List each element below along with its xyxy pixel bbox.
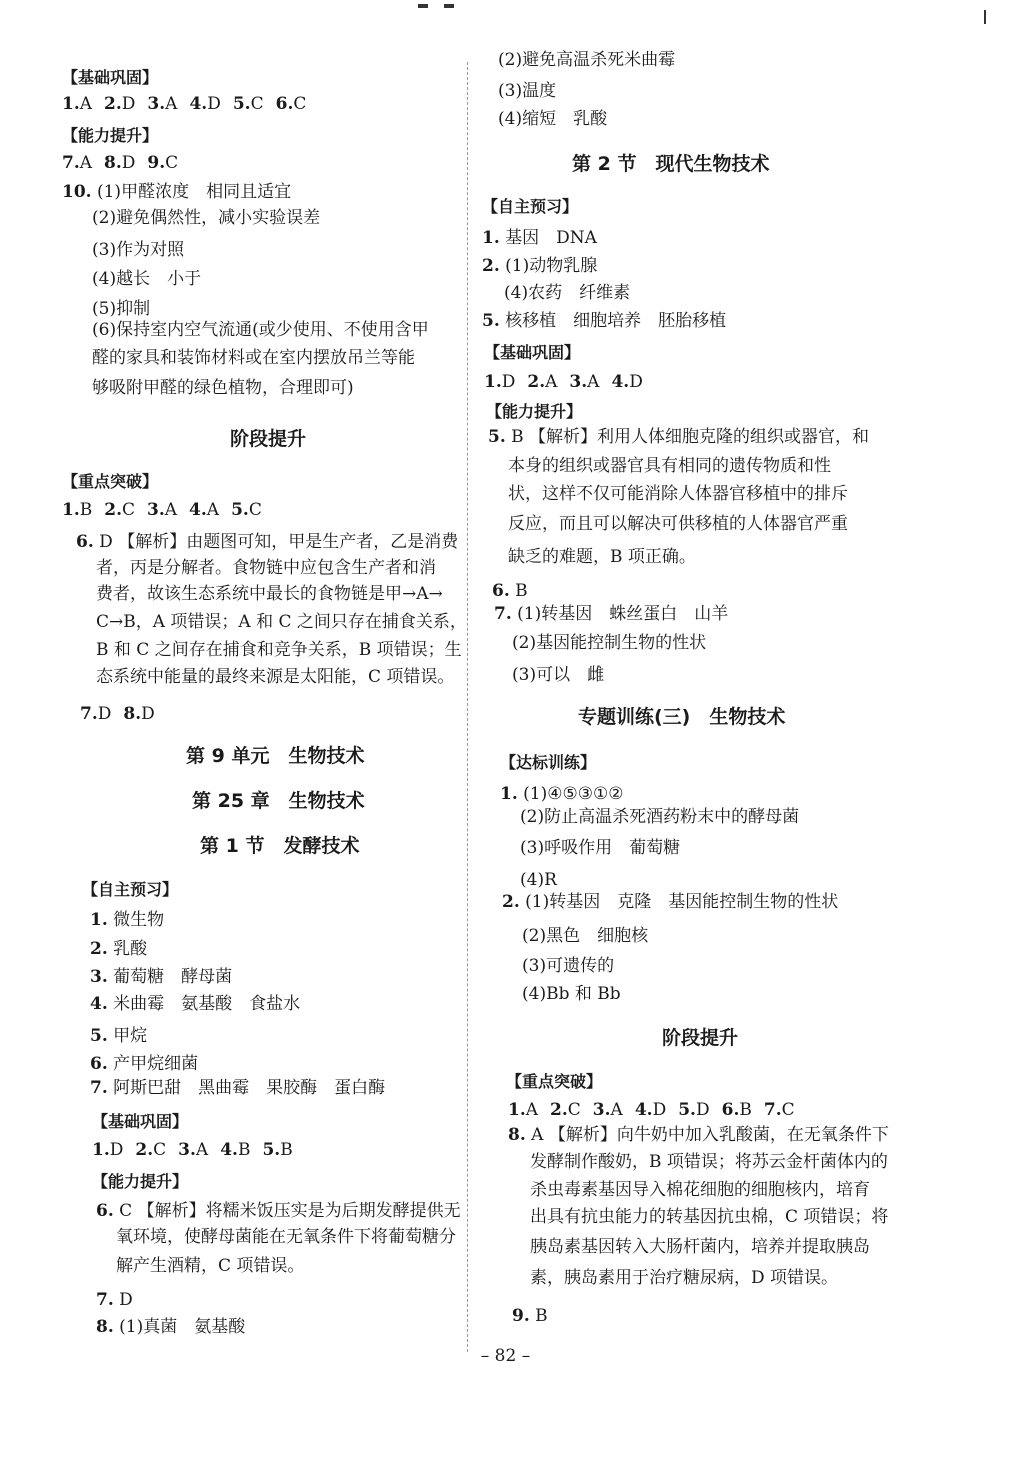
answer-text: (5)抑制: [92, 299, 151, 319]
section-label: 【达标训练】: [500, 753, 597, 772]
answer-value: D: [695, 1100, 710, 1120]
answer-value: D: [121, 94, 136, 114]
answer-text: 够吸附甲醛的绿色植物，合理即可): [92, 378, 354, 398]
answer-text: C→B，A 项错误；A 和 C 之间只存在捕食关系，: [96, 612, 467, 632]
answer-text: (3)可遗传的: [522, 956, 615, 976]
answer-row: [92, 1139, 305, 1161]
answer-value: A: [587, 372, 600, 392]
question-number: 2.: [104, 500, 122, 520]
answer-value: D: [207, 94, 221, 114]
question-number: 8.: [96, 1317, 114, 1337]
question-number: 7.: [763, 1100, 782, 1120]
answer-line: [116, 1255, 304, 1277]
answer-line: [92, 207, 320, 229]
answer-value: D: [109, 1140, 124, 1160]
section-heading: 阶段提升: [230, 428, 307, 450]
section-label: 【能力提升】: [486, 402, 583, 421]
answer-text: (6)保持室内空气流通(或少使用、不使用含甲: [92, 320, 429, 340]
question-number: 6.: [90, 1054, 108, 1074]
answer-line: [530, 1236, 870, 1258]
answer-text: (4)Bb 和 Bb: [522, 984, 621, 1004]
question-number: 2.: [90, 939, 108, 959]
answer-line: [500, 783, 623, 805]
answer-line: [520, 837, 680, 859]
question-number: 7.: [90, 1078, 108, 1098]
answer-text: (2)防止高温杀死酒药粉末中的酵母菌: [520, 807, 800, 827]
section-heading: 第 2 节 现代生物技术: [572, 153, 770, 175]
answer-text: 乳酸: [113, 939, 148, 959]
answer-text: C 【解析】将糯米饭压实是为后期发酵提供无: [119, 1201, 461, 1221]
answer-text: B: [535, 1306, 548, 1326]
answer-value: B: [739, 1100, 752, 1120]
question-number: 1.: [62, 94, 80, 114]
answer-line: [492, 580, 528, 602]
answer-line: [530, 1151, 888, 1173]
answer-line: [96, 611, 467, 633]
question-number: 4.: [220, 1140, 238, 1160]
question-number: 2.: [527, 372, 546, 392]
section-heading: 阶段提升: [662, 1027, 739, 1049]
answer-value: C: [248, 500, 262, 520]
answer-text: 缺乏的难题，B 项正确。: [508, 547, 696, 567]
question-number: 2.: [135, 1140, 154, 1160]
answer-line: [96, 639, 462, 661]
answer-value: A: [195, 1140, 209, 1160]
answer-value: D: [629, 372, 643, 392]
question-number: 4.: [634, 1100, 653, 1120]
question-number: 6.: [721, 1100, 740, 1120]
answer-value: D: [121, 153, 136, 173]
answer-text: 氧环境，使酵母菌能在无氧条件下将葡萄糖分: [116, 1227, 456, 1247]
answer-line: [508, 546, 696, 568]
top-mark-right: [444, 4, 454, 8]
answer-line: [512, 632, 706, 654]
answer-line: [512, 1305, 548, 1327]
answer-value: A: [79, 94, 93, 114]
answer-line: [90, 909, 164, 931]
answer-value: C: [567, 1100, 581, 1120]
question-number: 6.: [96, 1201, 114, 1221]
answer-row: [508, 1099, 807, 1121]
answer-text: (3)呼吸作用 葡萄糖: [520, 838, 681, 858]
question-number: 7.: [80, 704, 98, 724]
answer-text: 者，丙是分解者。食物链中应包含生产者和消: [96, 558, 436, 578]
answer-line: [482, 255, 597, 277]
answer-text: 阿斯巴甜 黑曲霉 果胶酶 蛋白酶: [113, 1078, 386, 1098]
answer-text: (4)R: [520, 870, 557, 890]
question-number: 3.: [178, 1140, 196, 1160]
answer-line: [530, 1206, 888, 1228]
answer-value: D: [652, 1100, 667, 1120]
answer-value: A: [164, 500, 178, 520]
question-number: 2.: [550, 1100, 568, 1120]
answer-text: 反应，而且可以解决可供移植的人体器官严重: [508, 514, 848, 534]
answer-line: [498, 49, 675, 71]
answer-text: 发酵制作酸奶，B 项错误；将苏云金杆菌体内的: [530, 1152, 888, 1172]
section-label: 【自主预习】: [82, 880, 179, 899]
question-number: 1.: [500, 784, 518, 804]
answer-line: [530, 1267, 838, 1289]
answer-value: D: [501, 372, 516, 392]
section-heading: 第 1 节 发酵技术: [200, 835, 360, 857]
corner-mark: [984, 10, 986, 24]
answer-line: [520, 806, 799, 828]
answer-line: [96, 583, 443, 605]
section-label: 【基础巩固】: [92, 1112, 189, 1131]
question-number: 9.: [147, 153, 166, 173]
answer-line: [96, 1316, 245, 1338]
question-number: 1.: [90, 910, 108, 930]
question-number: 4.: [90, 994, 108, 1014]
answer-text: (1)动物乳腺: [505, 256, 598, 276]
column-divider: [467, 62, 468, 1352]
answer-text: D 【解析】由题图可知，甲是生产者，乙是消费: [99, 532, 459, 552]
answer-line: [520, 869, 557, 891]
question-number: 1.: [484, 372, 502, 392]
answer-text: 杀虫毒素基因导入棉花细胞的细胞核内，培育: [530, 1180, 870, 1200]
question-number: 6.: [492, 581, 510, 601]
answer-text: 产甲烷细菌: [113, 1054, 199, 1074]
answer-value: B: [237, 1140, 251, 1160]
question-number: 8.: [123, 704, 142, 724]
question-number: 7.: [494, 604, 512, 624]
question-number: 1.: [92, 1140, 110, 1160]
answer-line: [508, 483, 848, 505]
answer-line: [522, 925, 648, 947]
answer-value: A: [165, 94, 178, 114]
answer-text: 米曲霉 氨基酸 食盐水: [113, 994, 301, 1014]
answer-line: [62, 181, 291, 203]
answer-line: [488, 426, 869, 448]
answer-value: B: [79, 500, 93, 520]
question-number: 7.: [96, 1290, 114, 1310]
question-number: 9.: [512, 1306, 530, 1326]
answer-row: [80, 703, 167, 725]
answer-text: 甲烷: [113, 1026, 148, 1046]
answer-text: 本身的组织或器官具有相同的遗传物质和性: [508, 456, 831, 476]
answer-line: [494, 603, 728, 625]
question-number: 4.: [189, 500, 207, 520]
answer-text: 态系统中能量的最终来源是太阳能，C 项错误。: [96, 667, 455, 687]
section-label: 【重点突破】: [506, 1072, 603, 1091]
answer-line: [96, 557, 436, 579]
section-heading: 第 25 章 生物技术: [192, 790, 365, 812]
answer-line: [116, 1226, 456, 1248]
answer-text: A 【解析】向牛奶中加入乳酸菌，在无氧条件下: [531, 1125, 889, 1145]
answer-line: [92, 239, 184, 261]
answer-text: 状，这样不仅可能消除人体器官移植中的排斥: [508, 484, 848, 504]
answer-line: [90, 993, 300, 1015]
answer-row: [62, 93, 318, 115]
answer-text: B 【解析】利用人体细胞克隆的组织或器官，和: [511, 427, 870, 447]
answer-text: B: [515, 581, 528, 601]
answer-text: (1)转基因 克隆 基因能控制生物的性状: [525, 892, 839, 912]
question-number: 5.: [488, 427, 506, 447]
question-number: 5.: [90, 1026, 108, 1046]
section-label: 【能力提升】: [62, 126, 159, 145]
answer-value: A: [206, 500, 220, 520]
answer-line: [522, 955, 614, 977]
answer-row: [62, 152, 190, 174]
section-label: 【基础巩固】: [62, 68, 159, 87]
top-mark-left: [418, 4, 428, 8]
section-label: 【基础巩固】: [484, 343, 581, 362]
answer-line: [508, 1124, 889, 1146]
question-number: 7.: [62, 153, 80, 173]
answer-line: [508, 455, 831, 477]
answer-text: (1)真菌 氨基酸: [119, 1317, 246, 1337]
answer-text: (3)可以 雌: [512, 665, 605, 685]
section-heading: 第 9 单元 生物技术: [186, 745, 365, 767]
answer-line: [92, 268, 201, 290]
answer-value: D: [141, 704, 155, 724]
answer-text: (1)④⑤③①②: [523, 784, 624, 804]
answer-text: 胰岛素基因转入大肠杆菌内，培养并提取胰岛: [530, 1237, 870, 1257]
answer-text: (1)甲醛浓度 相同且适宜: [96, 182, 292, 202]
question-number: 5.: [262, 1140, 281, 1160]
answer-line: [90, 1077, 385, 1099]
answer-text: 解产生酒精，C 项错误。: [116, 1256, 305, 1276]
answer-line: [498, 108, 607, 130]
question-number: 1.: [482, 228, 500, 248]
answer-line: [530, 1179, 870, 1201]
answer-line: [482, 310, 726, 332]
answer-value: C: [165, 153, 179, 173]
answer-row: [62, 499, 274, 521]
question-number: 5.: [232, 94, 251, 114]
answer-value: D: [97, 704, 112, 724]
page-number: – 82 –: [480, 1346, 531, 1366]
answer-line: [96, 1289, 133, 1311]
question-number: 3.: [592, 1100, 611, 1120]
answer-line: [502, 891, 838, 913]
answer-text: (2)基因能控制生物的性状: [512, 633, 707, 653]
question-number: 5.: [231, 500, 249, 520]
answer-value: A: [525, 1100, 539, 1120]
answer-text: (2)避免偶然性，减小实验误差: [92, 208, 321, 228]
answer-line: [92, 377, 354, 399]
answer-value: B: [280, 1140, 293, 1160]
answer-text: (3)温度: [498, 81, 557, 101]
answer-value: C: [153, 1140, 167, 1160]
answer-text: B 和 C 之间存在捕食和竞争关系，B 项错误；生: [96, 640, 462, 660]
answer-value: A: [545, 372, 558, 392]
answer-line: [522, 983, 621, 1005]
answer-text: 素，胰岛素用于治疗糖尿病，D 项错误。: [530, 1268, 839, 1288]
answer-value: C: [250, 94, 264, 114]
question-number: 8.: [508, 1125, 526, 1145]
answer-line: [92, 298, 150, 320]
answer-text: 醛的家具和装饰材料或在室内摆放吊兰等能: [92, 348, 415, 368]
question-number: 2.: [482, 256, 500, 276]
section-label: 【重点突破】: [62, 472, 159, 491]
question-number: 3.: [147, 500, 165, 520]
answer-text: (2)避免高温杀死米曲霉: [498, 50, 676, 70]
question-number: 6.: [76, 532, 94, 552]
answer-line: [508, 513, 848, 535]
answer-line: [90, 1025, 147, 1047]
answer-line: [90, 1053, 198, 1075]
answer-value: C: [293, 94, 307, 114]
answer-text: (4)农药 纤维素: [504, 283, 631, 303]
question-number: 8.: [104, 153, 122, 173]
question-number: 1.: [62, 500, 80, 520]
answer-line: [504, 282, 630, 304]
answer-text: 出具有抗虫能力的转基因抗虫棉，C 项错误；将: [530, 1207, 889, 1227]
answer-text: 核移植 细胞培养 胚胎移植: [505, 311, 727, 331]
answer-line: [96, 666, 454, 688]
answer-text: D: [119, 1290, 133, 1310]
question-number: 2.: [104, 94, 122, 114]
answer-text: (2)黑色 细胞核: [522, 926, 649, 946]
section-heading: 专题训练(三) 生物技术: [578, 706, 786, 728]
answer-value: A: [610, 1100, 623, 1120]
answer-line: [498, 80, 556, 102]
answer-line: [90, 966, 232, 988]
answer-text: (1)转基因 蛛丝蛋白 山羊: [517, 604, 729, 624]
answer-text: (4)缩短 乳酸: [498, 109, 608, 129]
question-number: 4.: [189, 94, 208, 114]
question-number: 2.: [502, 892, 520, 912]
question-number: 1.: [508, 1100, 526, 1120]
answer-row: [484, 371, 655, 393]
section-label: 【自主预习】: [482, 197, 579, 216]
answer-value: C: [781, 1100, 795, 1120]
answer-value: A: [79, 153, 93, 173]
answer-line: [92, 319, 429, 341]
question-number: 5.: [482, 311, 500, 331]
answer-line: [96, 1200, 461, 1222]
answer-line: [76, 531, 458, 553]
question-number: 5.: [678, 1100, 696, 1120]
answer-text: 微生物: [113, 910, 165, 930]
answer-text: 基因 DNA: [505, 228, 597, 248]
answer-line: [92, 347, 415, 369]
section-label: 【能力提升】: [92, 1172, 189, 1191]
question-number: 6.: [275, 94, 294, 114]
answer-text: 费者，故该生态系统中最长的食物链是甲→A→: [96, 584, 443, 604]
question-number: 3.: [147, 94, 166, 114]
question-number: 3.: [90, 967, 108, 987]
answer-text: 葡萄糖 酵母菌: [113, 967, 233, 987]
answer-value: C: [122, 500, 136, 520]
question-number: 4.: [611, 372, 630, 392]
answer-line: [512, 664, 604, 686]
question-number: 10.: [62, 182, 92, 202]
answer-line: [482, 227, 597, 249]
answer-text: (4)越长 小于: [92, 269, 202, 289]
answer-text: (3)作为对照: [92, 240, 185, 260]
question-number: 3.: [569, 372, 588, 392]
answer-line: [90, 938, 147, 960]
